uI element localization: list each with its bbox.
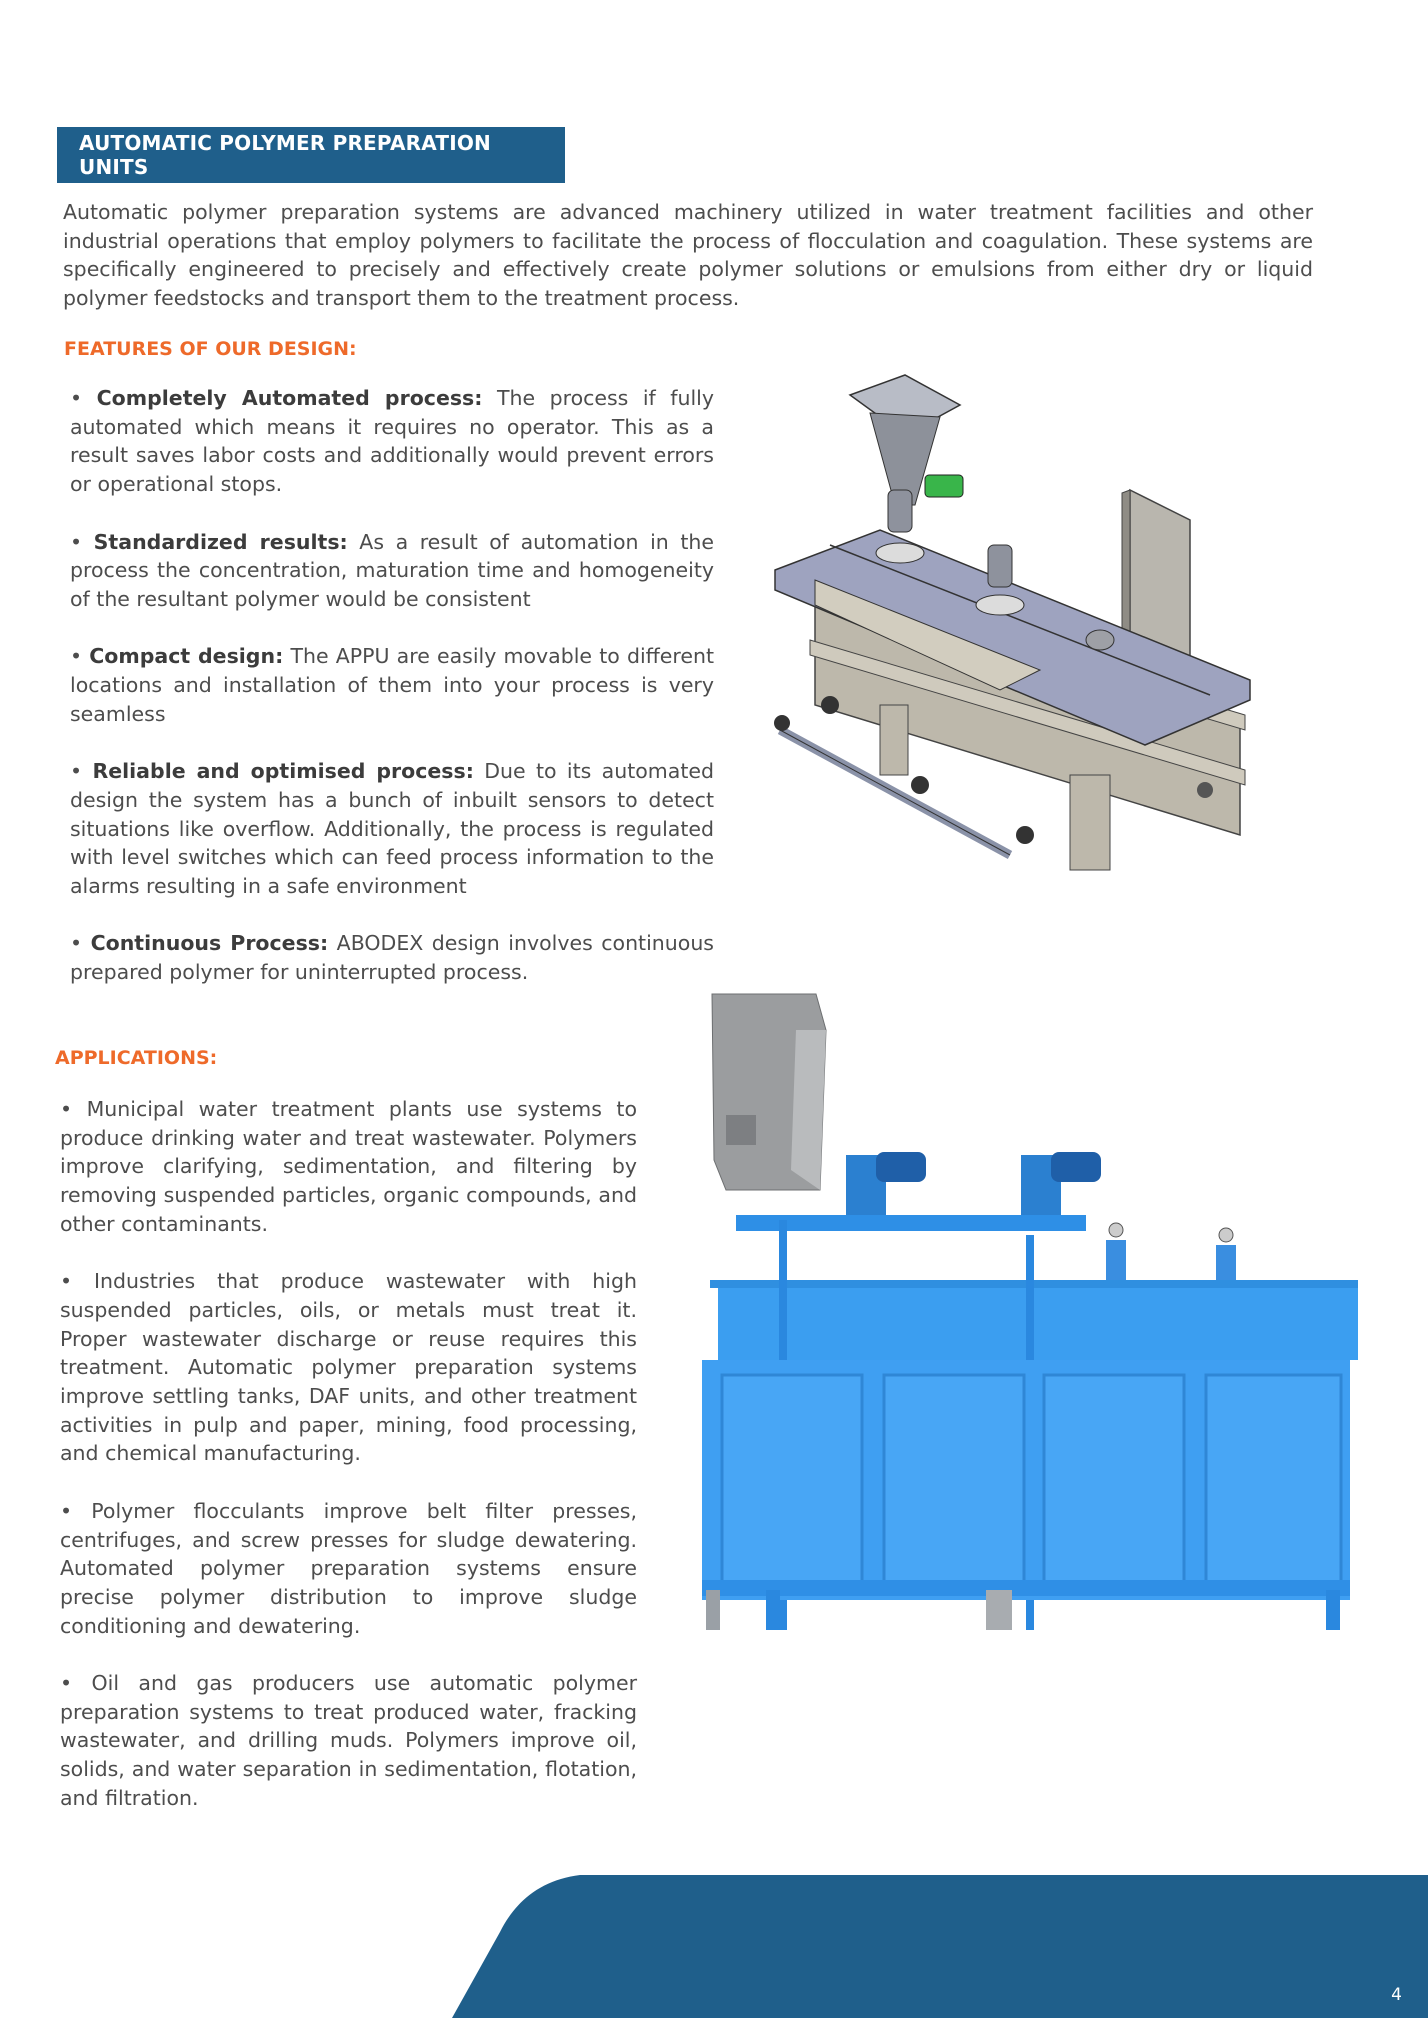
feature-item: • Compact design: The APPU are easily movable to different locations and installation of them into your process is very seamless bbox=[70, 644, 715, 726]
feature-item: • Reliable and optimised process: Due to its automated design the system has a bunch of inbuilt sensors to detect situations like overflow. Additionally, the process is regulated with level switches which can feed process information to the alarms resulting in a safe environment bbox=[70, 759, 714, 898]
product-photo-image bbox=[696, 990, 1366, 1630]
feature-text: Due to its automated design the system has a bunch of inbuilt sensors to detect situations like overflow. Additionally, the process is regulated with level switches which can feed process information to the alarms resulting in a safe environment bbox=[70, 759, 714, 898]
feature-title: Standardized results: bbox=[93, 529, 348, 554]
feature-title: Compact design: bbox=[89, 644, 284, 669]
application-item: • Oil and gas producers use automatic polymer preparation systems to treat produced water, fracking wastewater, and drilling muds. Polymers improve oil, solids, and water separation in sedimentation, flotation, and filtration. bbox=[60, 1671, 638, 1810]
feature-item: • Completely Automated process: The process if fully automated which means it requires no operator. This as a result saves labor costs and additionally would prevent errors or operational stops. bbox=[70, 386, 715, 497]
feature-text: ABODEX design involves continuous prepared polymer for uninterrupted process. bbox=[70, 931, 714, 984]
features-list bbox=[70, 384, 714, 1015]
intro-paragraph: Automatic polymer preparation systems are advanced machinery utilized in water treatment facilities and other industrial operations that employ polymers to facilitate the process of flocculation and coagulation. These systems are specifically engineered to precisely and effectively create polymer solutions or emulsions from either dry or liquid polymer feedstocks and transport them to the treatment process. bbox=[63, 200, 1313, 311]
page-title: AUTOMATIC POLYMER PREPARATION UNITS bbox=[79, 131, 491, 179]
applications-heading: APPLICATIONS: bbox=[55, 1047, 218, 1069]
feature-text: As a result of automation in the process the concentration, maturation time and homogeneity of the resultant polymer would be consistent bbox=[70, 529, 714, 611]
features-heading: FEATURES OF OUR DESIGN: bbox=[64, 338, 357, 360]
cad-render-image bbox=[770, 365, 1290, 895]
footer-band bbox=[0, 1872, 1428, 2022]
application-item: • Municipal water treatment plants use systems to produce drinking water and treat wastewater. Polymers improve clarifying, sedimentation, and filtering by removing suspended particles, organic compounds, and other contaminants. bbox=[60, 1097, 638, 1236]
page-number: 4 bbox=[1391, 1985, 1402, 2005]
feature-title: Reliable and optimised process: bbox=[92, 759, 474, 784]
feature-text: The APPU are easily movable to different locations and installation of them into your process is very seamless bbox=[70, 644, 715, 726]
feature-item: • Standardized results: As a result of automation in the process the concentration, maturation time and homogeneity of the resultant polymer would be consistent bbox=[70, 529, 714, 611]
feature-text: The process if fully automated which means it requires no operator. This as a result saves labor costs and additionally would prevent errors or operational stops. bbox=[70, 386, 715, 497]
application-item: • Polymer flocculants improve belt filter presses, centrifuges, and screw presses for sludge dewatering. Automated polymer preparation systems ensure precise polymer distribution to improve sludge conditioning and dewatering. bbox=[60, 1498, 638, 1638]
feature-item: • Continuous Process: ABODEX design involves continuous prepared polymer for uninterrupted process. bbox=[70, 931, 714, 984]
feature-title: Continuous Process: bbox=[90, 931, 329, 956]
applications-list bbox=[60, 1095, 637, 1841]
feature-title: Completely Automated process: bbox=[96, 386, 483, 410]
application-item: • Industries that produce wastewater with high suspended particles, oils, or metals must treat it. Proper wastewater discharge or reuse requires this treatment. Automatic polymer preparation systems improve settling tanks, DAF units, and other treatment activities in pulp and paper, mining, food processing, and chemical manufacturing. bbox=[60, 1269, 637, 1466]
section-title-banner bbox=[57, 127, 565, 183]
